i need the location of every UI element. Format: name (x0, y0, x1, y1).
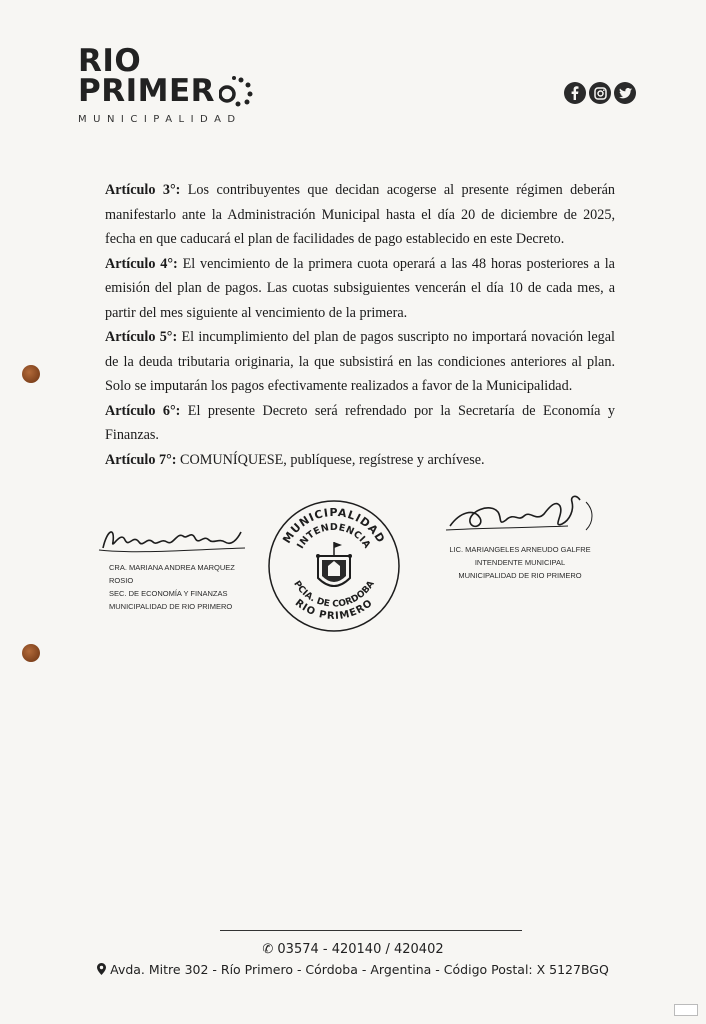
signature-block-right (440, 492, 600, 582)
article-heading: Artículo 5°: (105, 329, 178, 345)
article-heading: Artículo 3°: (105, 182, 181, 198)
logo-subtitle: MUNICIPALIDAD (78, 114, 242, 125)
signer-organization: MUNICIPALIDAD DE RIO PRIMERO (109, 602, 233, 611)
punch-hole (22, 644, 40, 662)
footer-phone (0, 942, 706, 957)
signer-organization: MUNICIPALIDAD DE RIO PRIMERO (458, 571, 582, 580)
article-4 (105, 252, 615, 326)
handwritten-signature-left (95, 520, 255, 556)
footer-divider (220, 930, 522, 931)
social-icons (564, 82, 636, 104)
twitter-icon[interactable] (614, 82, 636, 104)
seal-bottom-text: PCIA. DE CORDOBA (291, 579, 377, 610)
logo-line-2: PRIMER (78, 73, 216, 109)
article-text: El vencimiento de la primera cuota operará a las 48 horas posteriores a la emisión del plan de pagos. Las cuotas subsiguientes vencerán el día 10 de cada mes, a partir del mes siguiente al vencimiento de la primera. (105, 255, 615, 321)
article-text: COMUNÍQUESE, publíquese, regístrese y archívese. (176, 451, 485, 468)
logo-burst-icon (219, 74, 255, 108)
article-6 (105, 399, 615, 448)
punch-hole (22, 365, 40, 383)
signer-name: CRA. MARIANA ANDREA MARQUEZ ROSIO (109, 563, 235, 585)
phone-icon: ✆ (262, 942, 274, 957)
article-text: El incumplimiento del plan de pagos suscripto no importará novación legal de la deuda tributaria originaria, la que subsistirá en las condiciones anteriores al plan. Solo se imputarán los pagos efectivamente realizados a favor de la Municipalidad. (105, 329, 615, 394)
scanner-watermark (674, 1004, 698, 1016)
footer-address-text: Avda. Mitre 302 - Río Primero - Córdoba - Argentina - Código Postal: X 5127BGQ (110, 962, 609, 977)
handwritten-signature-right (440, 492, 600, 538)
signature-block-left (95, 520, 255, 613)
decree-body (105, 178, 615, 472)
footer-address (0, 962, 706, 977)
article-heading: Artículo 7°: (105, 451, 177, 468)
seal-bottom-text-2: RIO PRIMERO (292, 597, 376, 623)
article-7 (105, 448, 615, 473)
seal-inner-text: INTENDENCIA (295, 521, 373, 551)
signer-title: INTENDENTE MUNICIPAL (474, 558, 566, 567)
seal-top-text: MUNICIPALIDAD (280, 505, 388, 546)
facebook-icon[interactable] (564, 82, 586, 104)
coat-of-arms-icon (316, 542, 352, 586)
article-text: Los contribuyentes que decidan acogerse al presente régimen deberán manifestarlo ante la Administración Municipal hasta el día 20 de diciembre de 2025, fecha en que caducará el plan de facilidades de pago establecido en este Decreto. (105, 182, 615, 247)
logo-line-1: RIO (78, 43, 142, 79)
article-5 (105, 325, 615, 399)
official-seal (266, 498, 402, 634)
article-3 (105, 178, 615, 252)
article-heading: Artículo 4°: (105, 255, 178, 272)
municipal-logo (78, 43, 255, 125)
location-pin-icon (97, 963, 106, 975)
signer-name: LIC. MARIANGELES ARNEUDO GALFRE (449, 545, 591, 554)
article-heading: Artículo 6°: (105, 402, 181, 419)
footer-phone-text: 03574 - 420140 / 420402 (277, 942, 444, 957)
instagram-icon[interactable] (589, 82, 611, 104)
article-text: El presente Decreto será refrendado por la Secretaría de Economía y Finanzas. (105, 402, 615, 443)
signer-title: SEC. DE ECONOMÍA Y FINANZAS (109, 589, 228, 598)
